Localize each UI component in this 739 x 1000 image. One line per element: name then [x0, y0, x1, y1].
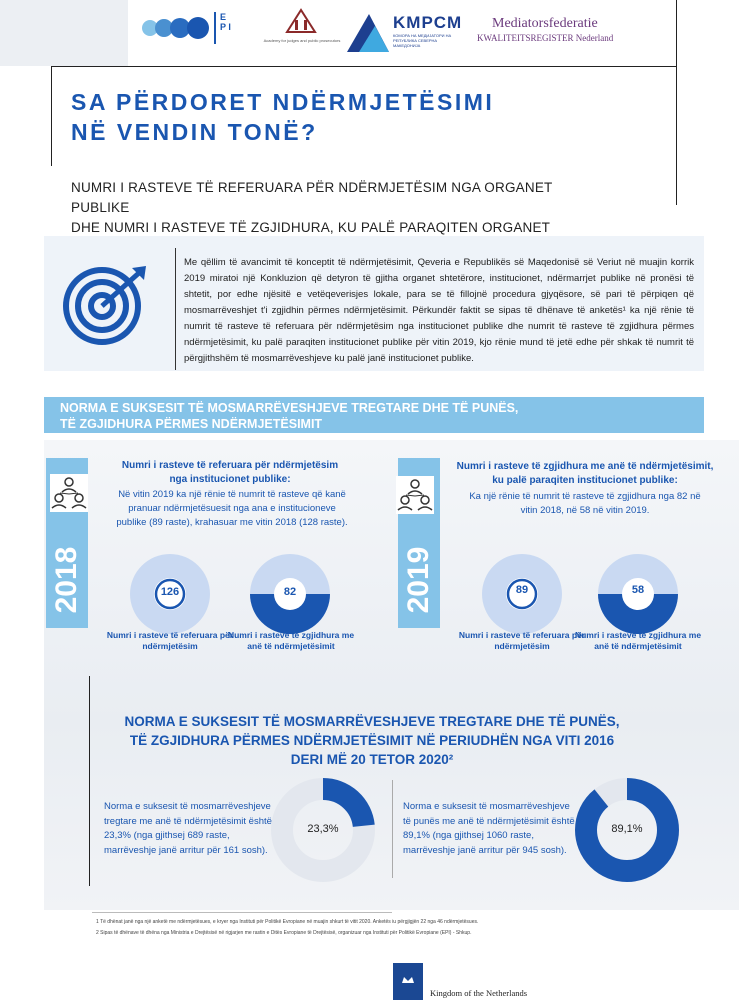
intro-divider [175, 248, 176, 370]
year-label-2019: 2019 [402, 546, 435, 614]
title-line-1: SA PËRDORET NDËRMJETËSIMI [71, 89, 495, 115]
footnote-1: 1 Të dhënat janë nga një anketë me ndërmjetësues, e kryer nga Instituti për Politikë Evropiane në muajin shkurt të vitit 2020. Anketës iu përgjigjën 22 nga 46 ndërmjetësues. [96, 919, 479, 925]
success-rate-title: NORMA E SUKSESIT TË MOSMARRËVESHJEVE TREGTARE DHE TË PUNËS, TË ZGJIDHURA PËRMES NDËRMJETËSIMIT NË PERIUDHËN NGA VITI 2016 DERI MË 20 TETOR 2020² [124, 714, 620, 767]
section-divider [392, 780, 393, 878]
mediators-federatie: Mediatorsfederatie [492, 16, 598, 31]
page-title [71, 87, 571, 147]
kmpcm-logo-icon [345, 12, 391, 54]
band-line-2: TË ZGJIDHURA PËRMES NDËRMJETËSIMIT [60, 417, 323, 431]
band-line-1: NORMA E SUKSESIT TË MOSMARRËVESHJEVE TREGTARE DHE TË PUNËS, [60, 401, 519, 415]
year-label-2018: 2018 [50, 546, 83, 614]
mediators-register: KWALITEITSREGISTER Nederland [477, 33, 614, 43]
academy-text: Academy for judges and public prosecutors [263, 38, 341, 43]
people-icon [50, 474, 88, 512]
kmpcm-subtitle: КОМОРА НА МЕДИЈАТОРИ НА РЕПУБЛИКА СЕВЕРНА МАКЕДОНИЈА [393, 33, 452, 48]
kingdom-text: Kingdom of the Netherlands [430, 988, 528, 998]
netherlands-emblem-icon [393, 963, 423, 1000]
section-band-title [60, 400, 560, 432]
circle-value-2018-solved: 82 [283, 586, 297, 598]
stat-heading-2018: Numri i rasteve të referuara për ndërmjetësim nga institucionet publike: [121, 460, 339, 485]
kmpcm-name: KMPCM [393, 13, 463, 32]
header-grey-block [0, 0, 128, 66]
circle-value-2019-solved: 58 [631, 584, 645, 596]
subtitle-line-1: NUMRI I RASTEVE TË REFERUARA PËR NDËRMJETËSIM NGA ORGANET PUBLIKE [71, 180, 553, 215]
frame-line-mid [89, 676, 90, 886]
circle-label-2018-referred: Numri i rasteve të referuara për ndërmjetësim [106, 630, 234, 651]
labor-success-text: Norma e suksesit të mosmarrëveshjeve të punës me anë të ndërmjetësimit është 89,1% (nga gjithsej 1060 raste, marrëveshje janë arritur për 945 sosh). [403, 801, 575, 856]
target-icon [62, 262, 154, 346]
frame-line-top [51, 66, 677, 67]
commercial-success-text: Norma e suksesit të mosmarrëveshjeve tregtare me anë të ndërmjetësimit është 23,3% (nga gjithsej 689 raste, marrëveshje janë arritur për 161 sosh). [104, 801, 272, 856]
circle-label-2019-solved: Numri i rasteve të zgjidhura me anë të ndërmjetësimit [574, 630, 702, 651]
title-line-2: NË VENDIN TONË? [71, 119, 318, 145]
footnote-2: 2 Sipas të dhënave të dhëna nga Ministria e Drejtësisë në rigjarjen me rastin e Ditës Evropiane të Drejtësisë, organizuar nga Instituti për Politikë Evropiane (EPI) - Shkup. [96, 930, 472, 936]
frame-line-right [676, 0, 677, 205]
stat-body-2018: Në vitin 2019 ka një rënie të numrit të rasteve që kanë pranuar ndërmjetësuesit nga ana e institucioneve publike (89 raste), krahasuar me vitin 2018 (128 raste). [116, 489, 348, 528]
footnote-rule [92, 912, 392, 913]
frame-line-left [51, 66, 52, 166]
donut-value-labor: 89,1% [611, 823, 643, 835]
academy-emblem-icon [283, 6, 319, 36]
subtitle-line-2: DHE NUMRI I RASTEVE TË ZGJIDHURA, KU PALË PARAQITEN ORGANET [71, 220, 550, 235]
crown-icon [393, 963, 423, 1000]
circle-label-2019-referred: Numri i rasteve të referuara për ndërmjetësim [458, 630, 586, 651]
circle-value-2019-referred: 89 [515, 584, 529, 596]
donut-value-commercial: 23,3% [307, 823, 339, 835]
intro-paragraph: Me qëllim të avancimit të konceptit të ndërmjetësimit, Qeveria e Republikës së Maqedonisë së Veriut në muajin korrik 2019 miratoi një Konkluzion që detyron të gjitha organet shtetërore, institucionet, ndërmarrjet publike në pronësi të shtetit, por edhe njësitë e vetëqeverisjes lokale, para se të fillojnë procedura gjyqësore, së pari të përpiqen që mosmarrëveshjet t'i zgjidhin përmes ndërmjetësimit. Përkundër faktit se sipas të dhënave të anketës¹ ka një rënie të numrit të rasteve të referuara për ndërmjetësim nga institucionet publike dhe numrit të rasteve të zgjidhura përmes ndërmjetësimit, ku palë paraqiten institucionet publike për vitin 2019, kjo rënie mund të jetë edhe për shkak të numrit të përgjithshëm të mosmarrëveshjeve ku palë janë institucionet publike. [184, 257, 694, 364]
stat-body-2019: Ka një rënie të numrit të rasteve të zgjidhura nga 82 në vitin 2018, në 58 në vitin 2019. [469, 491, 701, 516]
epi-letters: E P I [220, 12, 231, 32]
circle-value-2018-referred: 126 [160, 586, 180, 598]
stat-heading-2019: Numri i rasteve të zgjidhura me anë të ndërmjetësimit, ku palë paraqiten institucionet publike: [456, 461, 714, 486]
people-icon-2019 [396, 476, 434, 514]
circle-label-2018-solved: Numri i rasteve të zgjidhura me anë të ndërmjetësimit [227, 630, 355, 651]
